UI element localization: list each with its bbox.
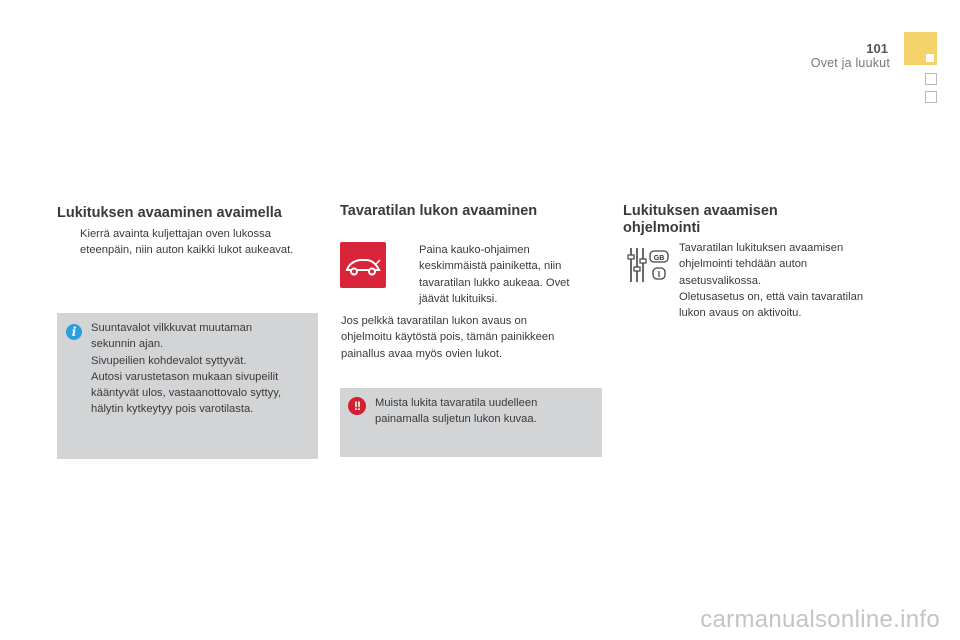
- text-line: Paina kauko-ohjaimen: [419, 244, 530, 256]
- text-line: Autosi varustetason mukaan sivupeilit: [91, 370, 279, 383]
- title-line: ohjelmointi: [623, 220, 701, 236]
- text-line: Sivupeilien kohdevalot syttyvät.: [91, 354, 247, 367]
- text-line: Suuntavalot vilkkuvat muutaman: [91, 322, 253, 334]
- text-line: ohjelmoitu käytöstä pois, tämän painikkeen: [341, 331, 555, 344]
- text-line: eteenpäin, niin auton kaikki lukot aukeavat.: [80, 244, 294, 257]
- chapter-title: Ovet ja luukut: [810, 56, 890, 70]
- text-line: hälytin kytkeytyy pois varotilasta.: [91, 403, 254, 416]
- chapter-tab: [904, 32, 937, 65]
- text-line: lukon avaus on aktivoitu.: [679, 307, 802, 320]
- info-note-text: [91, 320, 281, 418]
- section-title-key-unlock: Lukituksen avaaminen avaimella: [57, 205, 282, 221]
- text-line: Muista lukita tavaratila uudelleen: [375, 397, 538, 409]
- gb-label: GB: [653, 255, 665, 262]
- watermark: carmanualsonline.info: [700, 606, 940, 633]
- text-line: keskimmäistä painiketta, niin: [419, 260, 562, 273]
- warning-note-text: [375, 395, 537, 428]
- key-unlock-instruction: [80, 226, 293, 259]
- car-key-icon: [340, 242, 386, 288]
- settings-sliders-icon: [625, 245, 670, 285]
- text-line: jäävät lukituiksi.: [419, 292, 498, 305]
- warning-icon: !!: [348, 397, 366, 415]
- text-line: sekunnin ajan.: [91, 338, 164, 351]
- text-line: tavaratilan lukko aukeaa. Ovet: [419, 276, 570, 289]
- text-line: asetusvalikossa.: [679, 274, 762, 287]
- boot-unlock-paragraph: [341, 313, 554, 362]
- text-line: Tavaratilan lukituksen avaamisen: [679, 242, 844, 254]
- text-line: Oletusasetus on, että vain tavaratilan: [679, 290, 864, 303]
- text-line: ohjelmointi tehdään auton: [679, 258, 808, 271]
- info-icon: i: [66, 324, 82, 340]
- text-line: Kierrä avainta kuljettajan oven lukossa: [80, 228, 271, 240]
- text-line: painallus avaa myös ovien lukot.: [341, 347, 503, 360]
- page-number: 101: [866, 41, 888, 56]
- text-line: Jos pelkkä tavaratilan lukon avaus on: [341, 315, 527, 327]
- chapter-tab-marker: [926, 54, 934, 62]
- chapter-tab-box: [925, 91, 937, 103]
- unlock-programming-text: [679, 240, 863, 321]
- section-title-unlock-programming: [623, 203, 778, 237]
- text-line: kääntyvät ulos, vastaanottovalo syttyy,: [91, 387, 282, 400]
- chapter-tab-box: [925, 73, 937, 85]
- i-label: I: [657, 270, 661, 279]
- title-line: Lukituksen avaamisen: [623, 203, 778, 219]
- boot-unlock-instruction: [419, 242, 570, 307]
- text-line: painamalla suljetun lukon kuvaa.: [375, 413, 537, 426]
- section-title-boot-unlock: Tavaratilan lukon avaaminen: [340, 203, 538, 219]
